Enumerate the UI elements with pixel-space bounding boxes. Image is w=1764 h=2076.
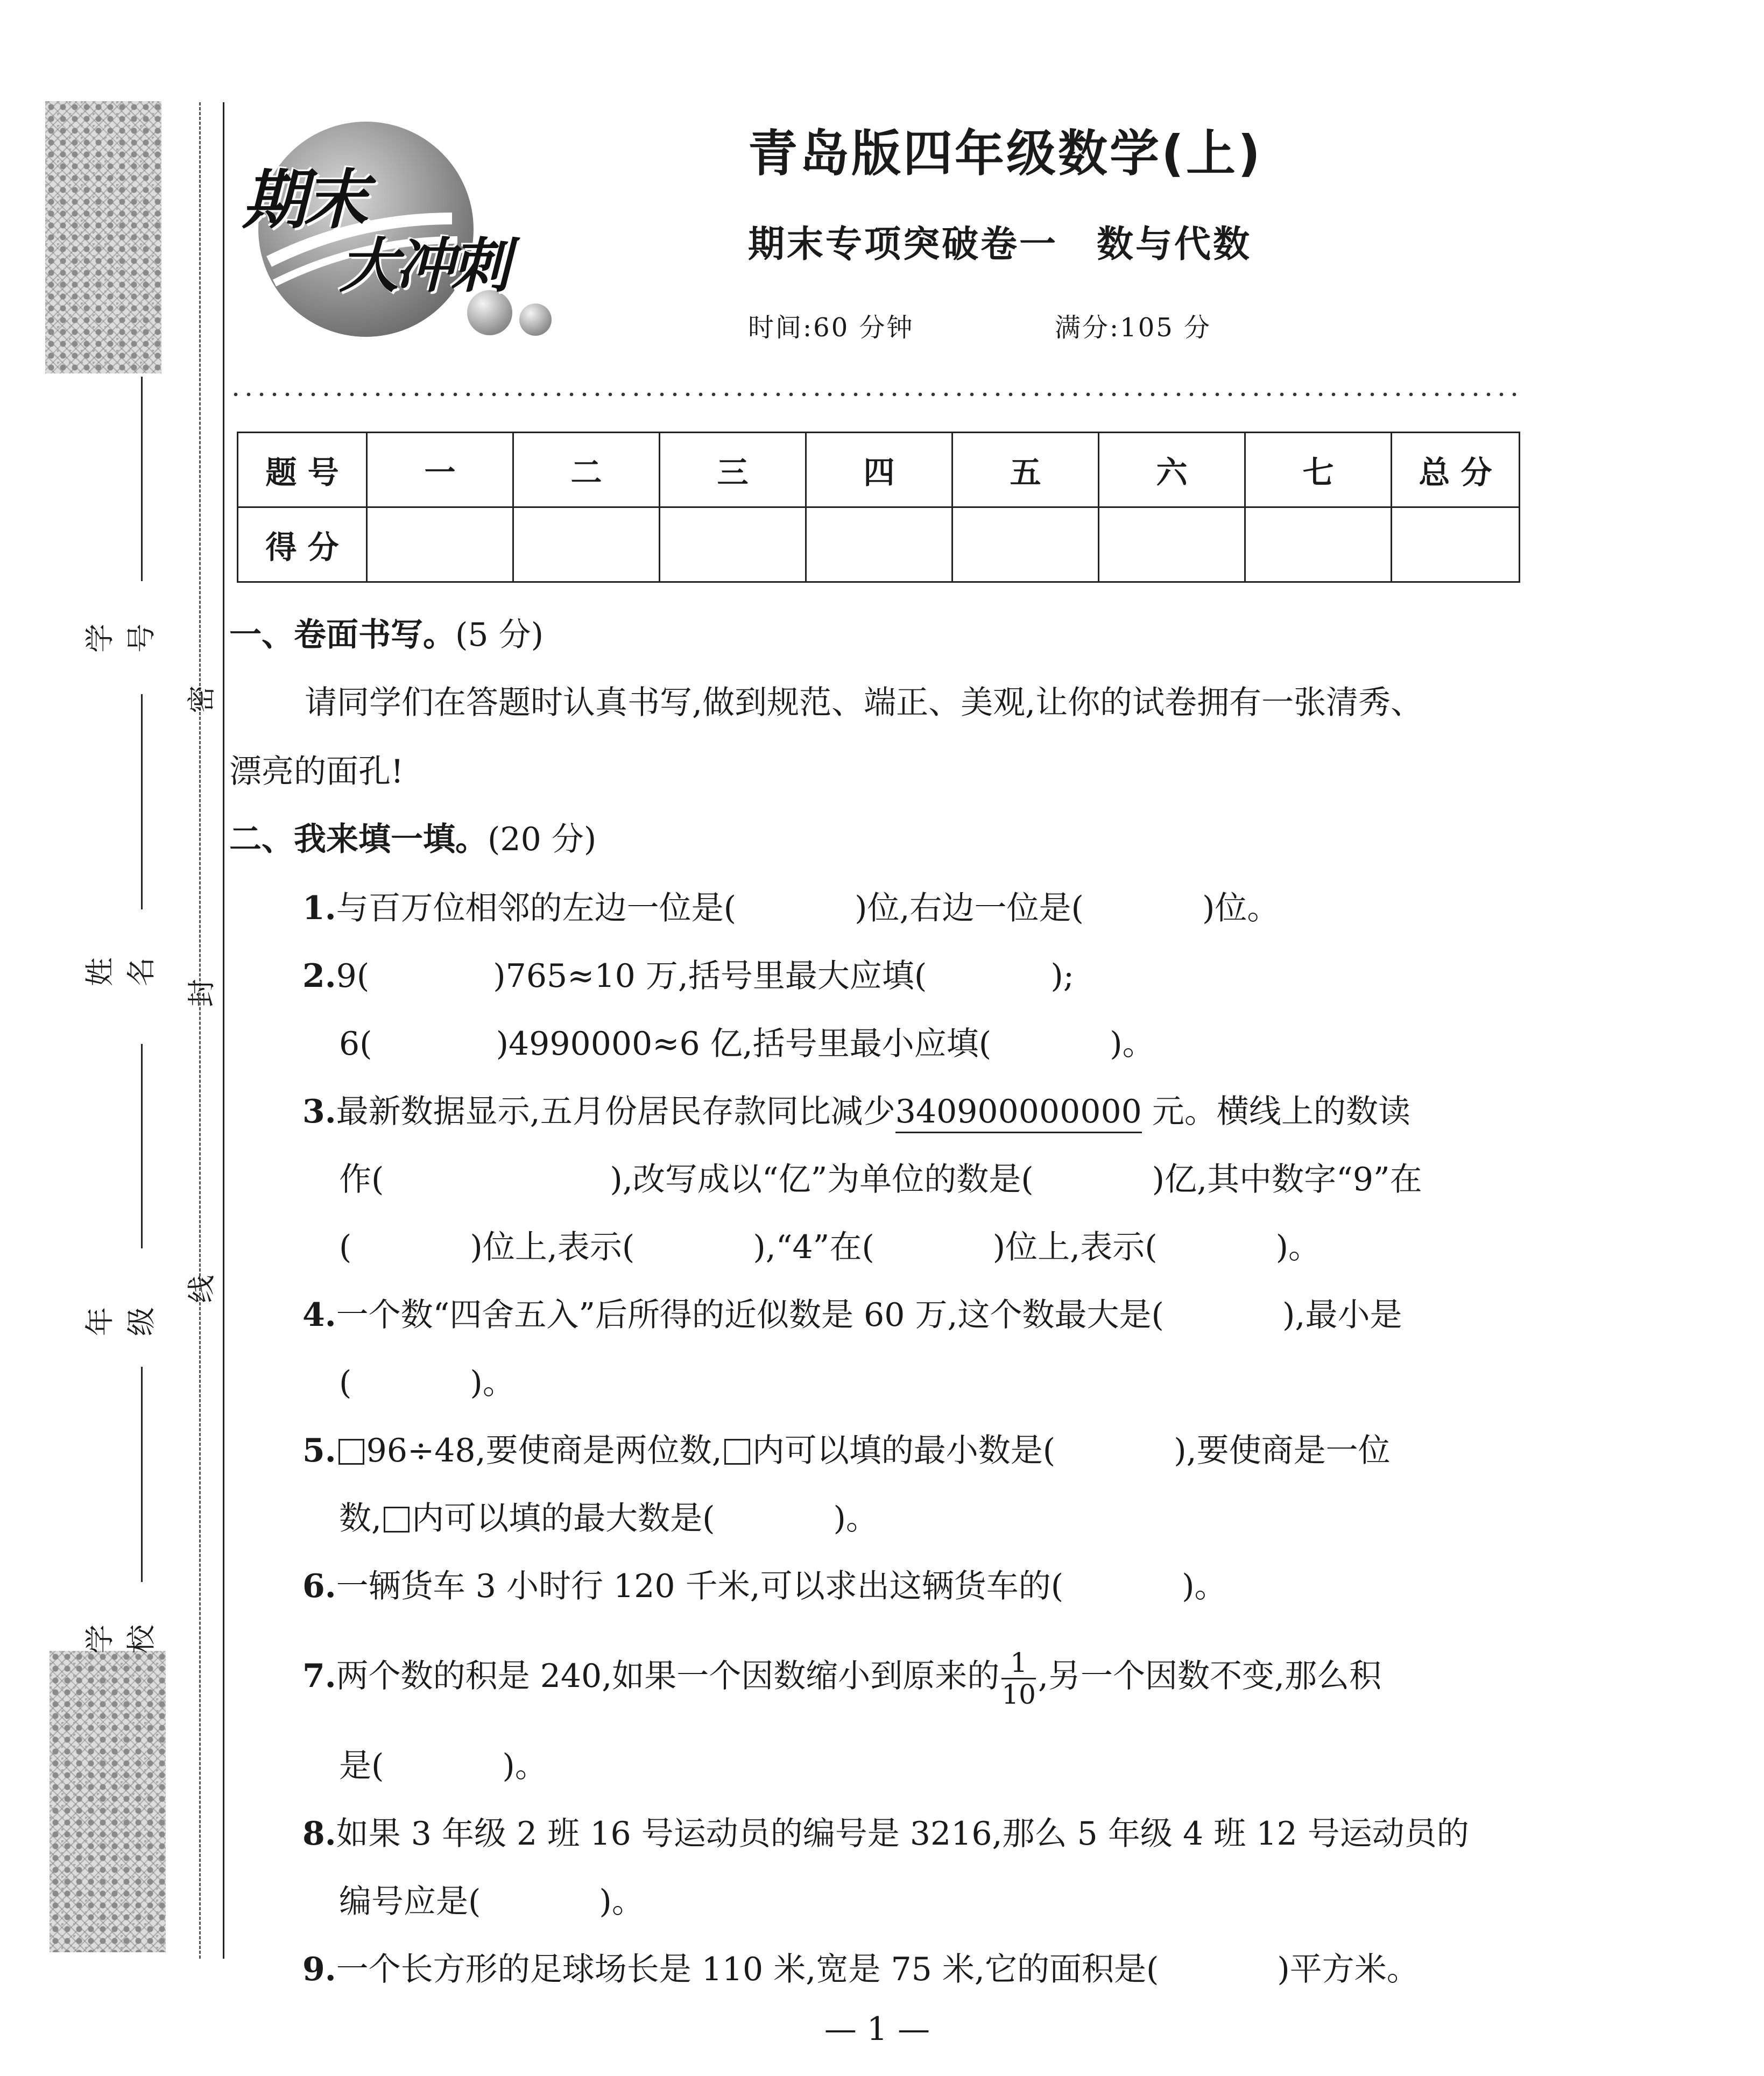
question-text: 一个长方形的足球场长是 110 米,宽是 75 米,它的面积是( (336, 1951, 1159, 1988)
question-text: ); (1050, 957, 1074, 995)
question-7-line-2 (339, 1745, 547, 1788)
logo (237, 122, 560, 348)
question-5-line-1 (302, 1429, 1391, 1472)
question-text: ( (339, 1228, 352, 1266)
score-table-header: 五 (952, 433, 1099, 507)
question-number: 5. (302, 1432, 336, 1470)
question-text: 数, (339, 1500, 382, 1537)
seal-char-feng: 封 (186, 979, 218, 1007)
score-table-header-row (238, 433, 1520, 507)
grade-line (141, 1044, 143, 1248)
score-table-score-row (238, 507, 1520, 582)
section-1-heading (229, 613, 544, 656)
name-line (141, 694, 143, 909)
school-line (141, 1367, 143, 1582)
question-number: 9. (302, 1951, 336, 1988)
dotted-divider (229, 392, 1521, 397)
fraction-numerator: 1 (1001, 1648, 1036, 1679)
question-text: )。 (470, 1364, 515, 1402)
decorative-pattern-top (45, 101, 161, 373)
score-table-header: 一 (367, 433, 513, 507)
question-text: )。 (1182, 1567, 1227, 1605)
score-cell[interactable] (952, 507, 1099, 582)
score-cell[interactable] (1099, 507, 1245, 582)
question-text: ),“4”在( (753, 1228, 874, 1266)
question-7-line-1 (302, 1641, 1381, 1711)
decorative-pattern-bottom (50, 1651, 166, 1952)
square-box-icon (724, 1439, 750, 1465)
logo-text-2: 大冲刺 (339, 231, 507, 300)
question-6 (302, 1565, 1227, 1608)
question-text: 元。横线上的数读 (1141, 1093, 1410, 1131)
square-box-icon (384, 1507, 410, 1533)
score-table-header: 四 (806, 433, 952, 507)
question-text: 内可以填的最大数是( (412, 1500, 715, 1537)
question-5-line-2 (339, 1497, 878, 1540)
underlined-number: 340900000000 (895, 1093, 1142, 1133)
logo-text-1: 期末 (242, 163, 365, 238)
question-text: )。 (599, 1883, 644, 1920)
question-text: ( (339, 1364, 352, 1402)
question-text: 是( (339, 1747, 384, 1785)
school-label: 学校 (83, 1615, 158, 1654)
section-1-text-line-2: 漂亮的面孔! (229, 753, 404, 790)
fraction-denominator: 10 (1001, 1678, 1036, 1710)
fraction (1001, 1648, 1036, 1710)
page-number: — 1 — (824, 2010, 930, 2048)
section-2-heading (229, 818, 596, 861)
question-text: )。 (502, 1747, 547, 1785)
question-text: )位。 (1202, 889, 1280, 927)
question-text: ),改写成以“亿”为单位的数是( (610, 1161, 1034, 1198)
score-table-header: 总 分 (1392, 433, 1520, 507)
question-text: 内可以填的最小数是( (752, 1432, 1056, 1470)
section-1-title: 一、卷面书写。 (229, 616, 455, 654)
seal-char-mi: 密 (186, 685, 218, 714)
section-1-points: (5 分) (455, 616, 544, 654)
question-8-line-1 (302, 1812, 1469, 1855)
score-table-header: 二 (513, 433, 660, 507)
question-text: 两个数的积是 240,如果一个因数缩小到原来的 (336, 1657, 1000, 1695)
page-subtitle: 期末专项突破卷一 数与代数 (748, 223, 1252, 266)
score-cell[interactable] (367, 507, 513, 582)
question-9 (302, 1948, 1419, 1991)
question-text: )4990000≈6 亿,括号里最小应填( (496, 1025, 992, 1063)
score-cell[interactable] (806, 507, 952, 582)
section-2-points: (20 分) (488, 821, 597, 858)
student-id-label: 学号 (83, 614, 158, 653)
question-2-line-2 (339, 1022, 1155, 1065)
score-cell[interactable] (1245, 507, 1392, 582)
question-number: 8. (302, 1815, 336, 1853)
question-text: 9( (336, 957, 370, 995)
question-text: 6( (339, 1025, 372, 1063)
question-text: )。 (1110, 1025, 1155, 1063)
question-text: 一个数“四舍五入”后所得的近似数是 60 万,这个数最大是( (336, 1296, 1164, 1334)
page-title: 青岛版四年级数学(上) (748, 125, 1263, 182)
score-table-header: 七 (1245, 433, 1392, 507)
square-box-icon (338, 1439, 364, 1465)
question-text: )位,右边一位是( (855, 889, 1084, 927)
section-1-text-line-1: 请同学们在答题时认真书写,做到规范、端正、美观,让你的试卷拥有一张清秀、 (305, 684, 1423, 722)
question-text: ,另一个因数不变,那么积 (1038, 1657, 1382, 1695)
question-4-line-2 (339, 1361, 515, 1404)
score-table-header: 三 (660, 433, 806, 507)
exam-full-score: 满分:105 分 (1055, 313, 1212, 343)
question-text: ),最小是 (1282, 1296, 1402, 1334)
question-number: 3. (302, 1093, 336, 1131)
question-text: 96÷48,要使商是两位数, (366, 1432, 722, 1470)
exam-time: 时间:60 分钟 (748, 313, 914, 343)
section-2-title: 二、我来填一填。 (229, 821, 488, 858)
question-text: )。 (833, 1500, 878, 1537)
question-3-line-1 (302, 1090, 1410, 1133)
question-text: )亿,其中数字“9”在 (1152, 1161, 1422, 1198)
cut-line (199, 102, 201, 1959)
score-table (237, 432, 1520, 583)
score-cell[interactable] (660, 507, 806, 582)
question-3-line-2 (339, 1158, 1422, 1201)
question-1 (302, 887, 1279, 930)
question-4-line-1 (302, 1294, 1402, 1337)
question-number: 6. (302, 1567, 336, 1605)
question-3-line-3 (339, 1226, 1321, 1269)
question-number: 1. (302, 889, 336, 927)
question-text: 最新数据显示,五月份居民存款同比减少 (336, 1093, 895, 1131)
score-cell[interactable] (1392, 507, 1520, 582)
question-number: 2. (302, 957, 336, 995)
score-table-header: 题 号 (238, 433, 367, 507)
question-text: )。 (1275, 1228, 1321, 1266)
margin-line (223, 102, 224, 1959)
grade-label: 年级 (83, 1297, 158, 1336)
seal-char-xian: 线 (186, 1275, 218, 1303)
question-text: )位上,表示( (992, 1228, 1158, 1266)
question-text: )765≈10 万,括号里最大应填( (493, 957, 927, 995)
question-2-line-1 (302, 955, 1074, 998)
question-text: 一辆货车 3 小时行 120 千米,可以求出这辆货车的( (336, 1567, 1064, 1605)
question-text: 编号应是( (339, 1883, 481, 1920)
score-row-label: 得 分 (238, 507, 367, 582)
name-label: 姓名 (83, 948, 158, 986)
student-id-line (141, 377, 143, 581)
question-text: 如果 3 年级 2 班 16 号运动员的编号是 3216,那么 5 年级 4 班 12 号运动员的 (336, 1815, 1469, 1853)
question-text: 作( (339, 1161, 384, 1198)
question-number: 4. (302, 1296, 336, 1334)
question-number: 7. (302, 1657, 336, 1695)
question-text: )平方米。 (1277, 1951, 1419, 1988)
question-8-line-2 (339, 1880, 644, 1923)
question-text: )位上,表示( (470, 1228, 635, 1266)
question-text: 与百万位相邻的左边一位是( (336, 889, 737, 927)
question-text: ),要使商是一位 (1174, 1432, 1391, 1470)
score-cell[interactable] (513, 507, 660, 582)
score-table-header: 六 (1099, 433, 1245, 507)
